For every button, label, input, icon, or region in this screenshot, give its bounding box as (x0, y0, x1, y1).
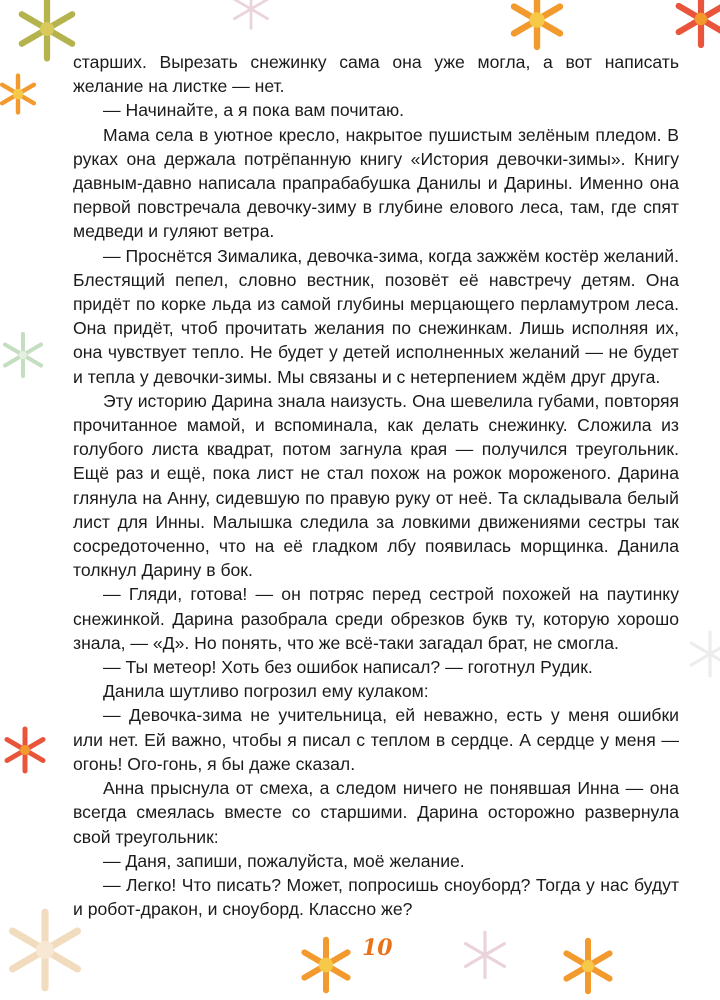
paragraph: — Гляди, готова! — он потряс перед сестрой похожей на паутинку снежинкой. Дарина разобрала среди обрезков букв ту, которую хорошо знала, — «Д». Но понять, что же всё-таки загадал брат, не смогла. (73, 584, 679, 653)
snowflake-icon (505, 0, 569, 52)
story-text (73, 50, 679, 921)
paragraph: — Девочка-зима не учительница, ей неважно, есть у меня ошибки или нет. Ей важно, чтобы я писал с теплом в сердце. А сердце у меня — огонь! Ого-гонь, я бы даже сказал. (73, 705, 679, 774)
snowflake-icon (0, 72, 40, 116)
paragraph: Мама села в уютное кресло, накрытое пушистым зелёным пледом. В руках она держала потрёпанную книгу «История девочки-зимы». Книгу давным-давно написала прапрабабушка Данилы и Дарины. Именно она первой повстречала девочку-зиму в глубине елового леса, там, где спят медведи и гуляют ветра. (73, 124, 679, 242)
paragraph: — Легко! Что писать? Может, попросишь сноуборд? Тогда у нас будут и робот-дракон, и сноуборд. Классно же? (73, 874, 679, 920)
paragraph: Эту историю Дарина знала наизусть. Она шевелила губами, повторяя прочитанное мамой, и вспоминала, как делать снежинку. Сложила из голубого листа квадрат, потом загнула края — получился треугольник. Ещё раз и ещё, пока лист не стал похож на рожок мороженого. Дарина глянула на Анну, сидевшую по правую руку от неё. Та складывала белый лист для Инны. Малышка следила за ловкими движениями сестры так сосредоточенно, что на её гладком лбу появилась морщинка. Данила толкнул Дарину в бок. (73, 390, 679, 581)
paragraph: Данила шутливо погрозил ему кулаком: (103, 681, 429, 702)
snowflake-icon (12, 0, 82, 64)
paragraph: — Проснётся Зималика, девочка-зима, когда зажжём костёр желаний. Блестящий пепел, словно вестник, позовёт её навстречу детям. Она придёт по корке льда из самой глубины мерцающего перламутром леса. Она придёт, чтоб прочитать желания по снежинкам. Лишь исполняя их, она чувствует тепло. Не будет у детей исполненных желаний — не будет и тепла у девочки-зимы. Мы связаны и с нетерпением ждём друг друга. (73, 245, 679, 387)
paragraph: Анна прыснула от смеха, а следом ничего не понявшая Инна — она всегда смеялась вместе со старшими. Дарина осторожно развернула свой треугольник: (73, 778, 679, 847)
snowflake-icon (670, 0, 720, 50)
snowflake-icon (558, 936, 618, 996)
paragraph: — Начинайте, а я пока вам почитаю. (103, 100, 405, 121)
paragraph: — Даня, запиши, пожалуйста, моё желание. (103, 850, 465, 871)
snowflake-icon (296, 935, 356, 995)
paragraph: старших. Вырезать снежинку сама она уже могла, а вот написать желание на листке — нет. (73, 52, 679, 97)
snowflake-icon (0, 725, 50, 775)
snowflake-icon (0, 330, 48, 380)
snowflake-icon (458, 928, 512, 982)
page-number: 10 (362, 935, 393, 961)
snowflake-icon (684, 628, 720, 680)
paragraph: — Ты метеор! Хоть без ошибок написал? — гоготнул Рудик. (103, 657, 593, 678)
snowflake-icon (228, 0, 274, 32)
